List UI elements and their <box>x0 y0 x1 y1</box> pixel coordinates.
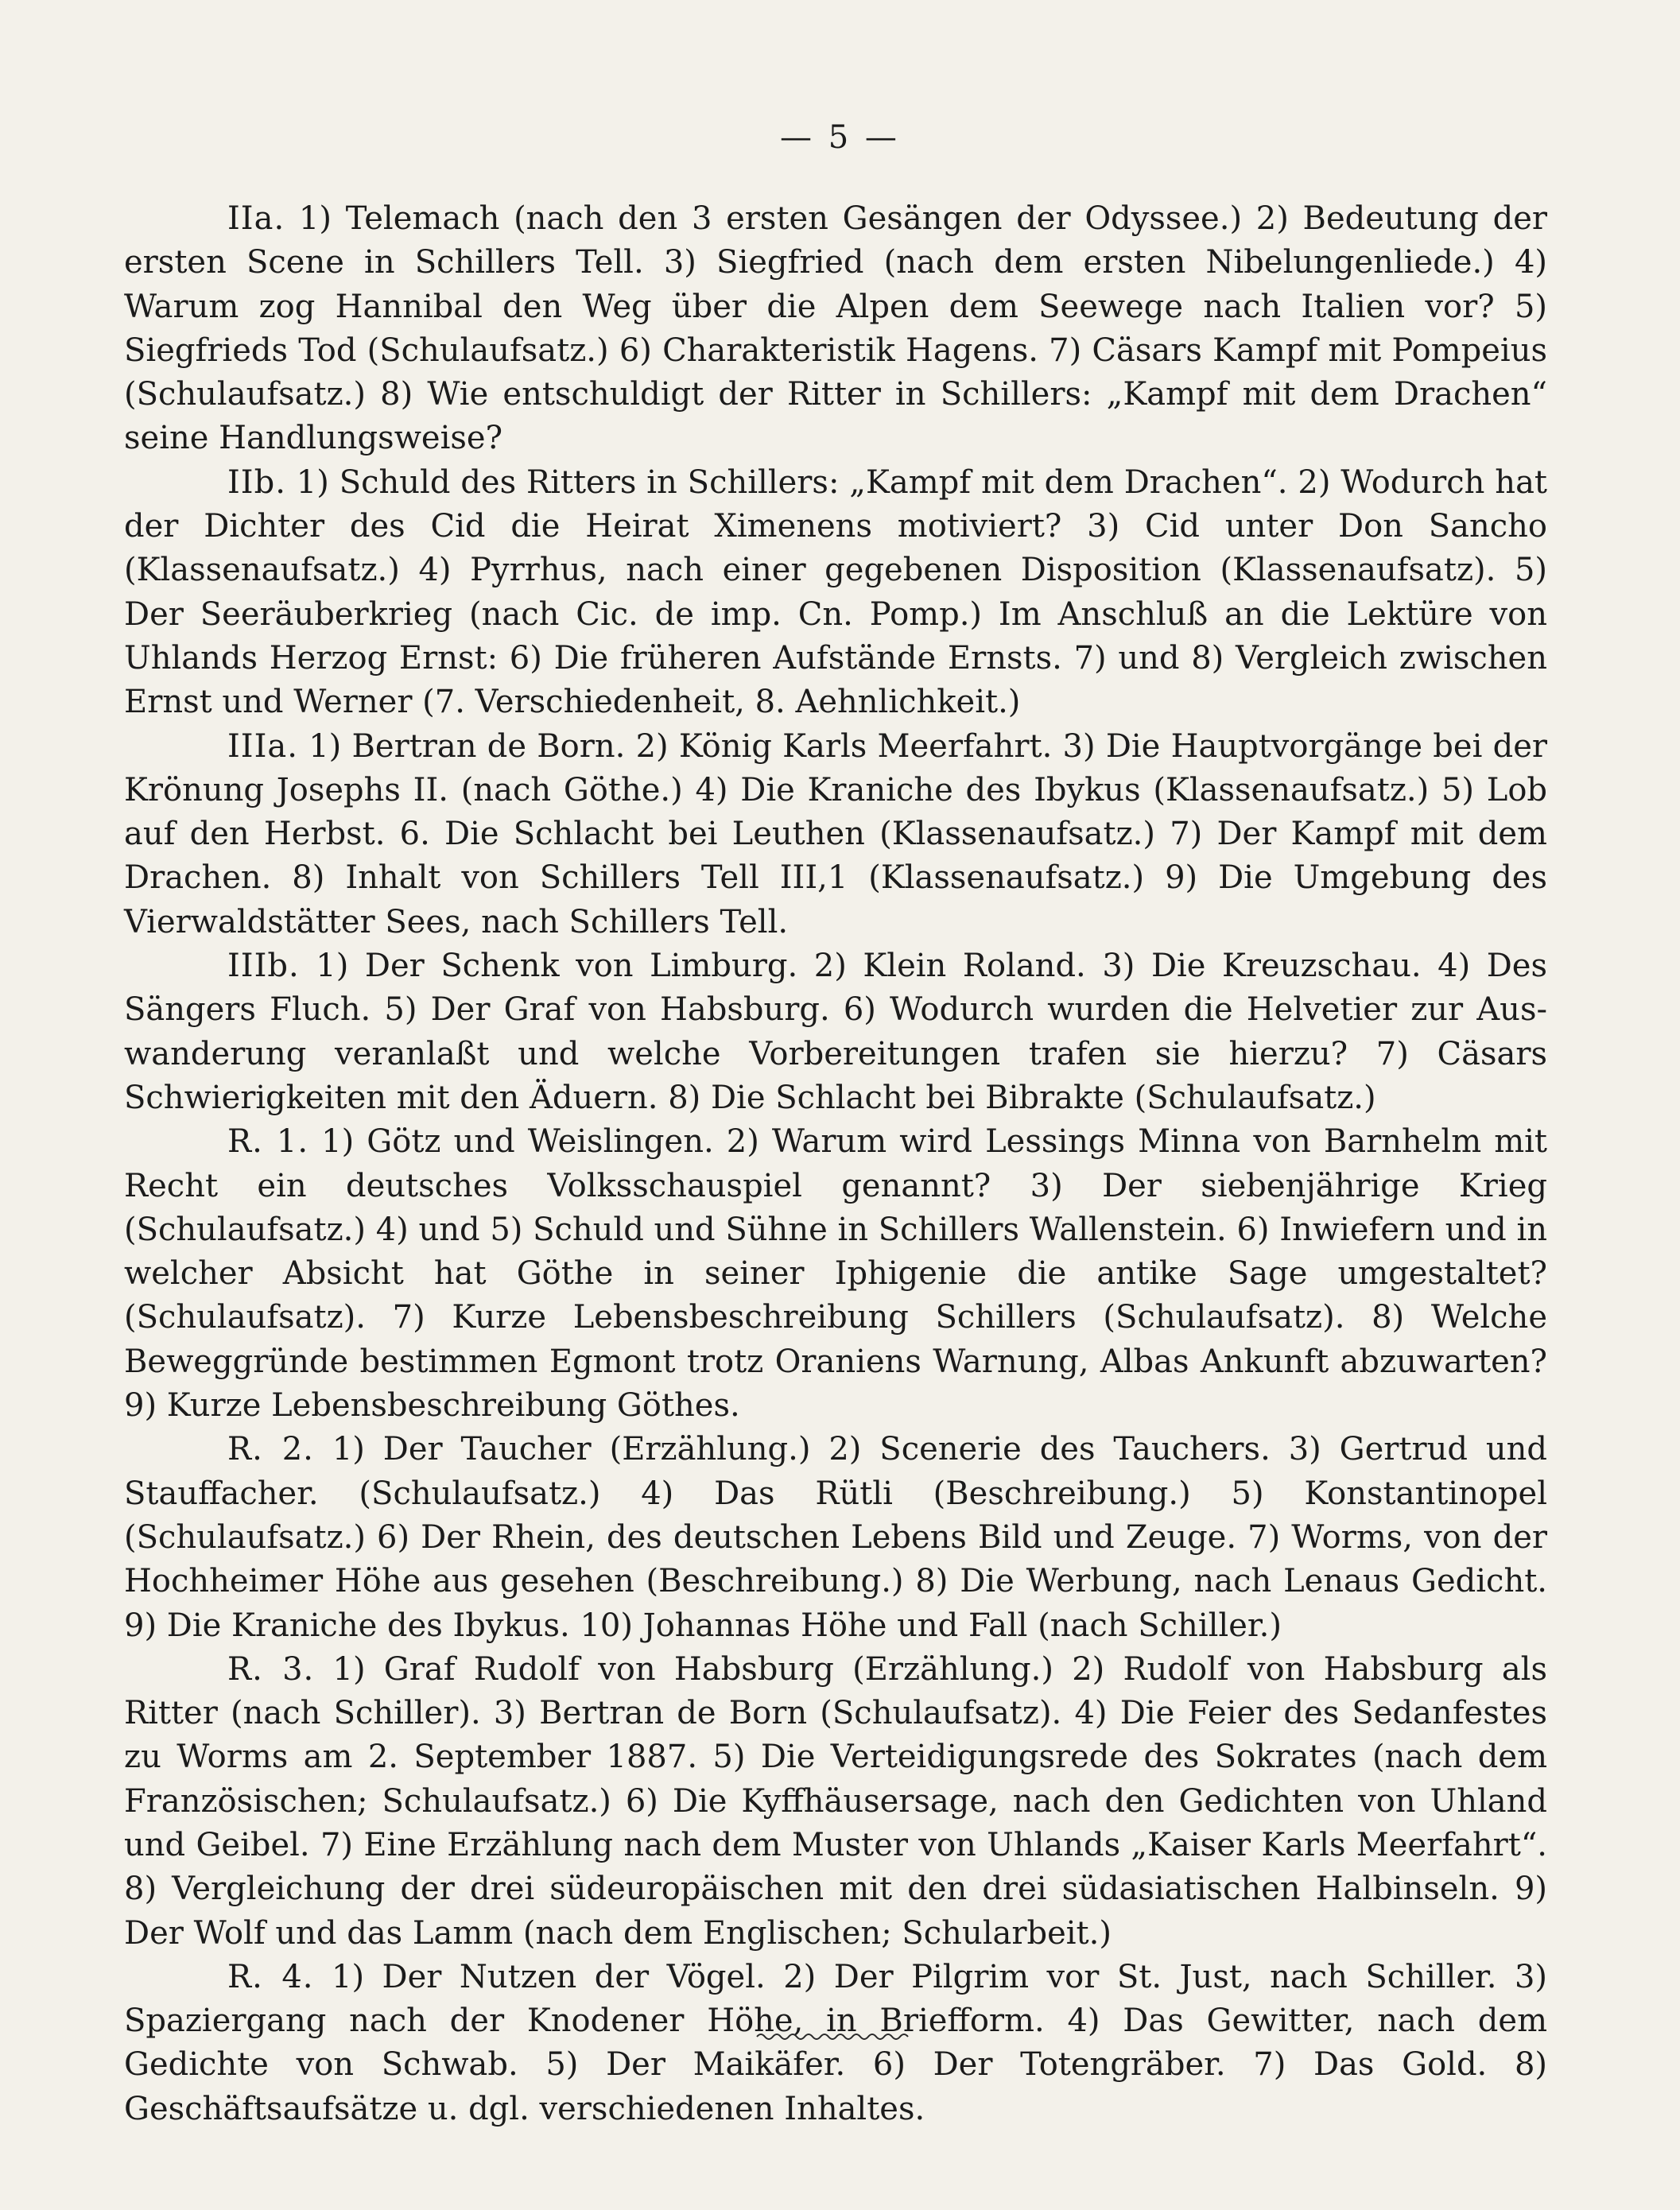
class-label: R. 1. <box>227 1123 309 1161</box>
section-text: 1) Der Schenk von Limburg. 2) Klein Roland. 3) Die Kreuzschau. 4) Des Sängers Fluch. 5) Der Graf von Habsburg. 6) Wodurch wurden die Helvetier zur Auswanderung veranlaßt und welche Vorbereitungen trafen sie hierzu? 7) Cäsars Schwierigkeiten mit den Äduern. 8) Die Schlacht bei Bibrakte (Schulaufsatz.) <box>124 948 1547 1116</box>
section-text: 1) Der Taucher (Erzählung.) 2) Scenerie des Tauchers. 3) Gertrud und Stauffacher. (Schulaufsatz.) 4) Das Rütli (Beschreibung.) 5) Konstantinopel (Schulaufsatz.) 6) Der Rhein, des deutschen Lebens Bild und Zeuge. 7) Worms, von der Hochheimer Höhe aus gesehen (Beschreibung.) 8) Die Werbung, nach Lenaus Gedicht. 9) Die Kraniche des Ibykus. 10) Johannas Höhe und Fall (nach Schiller.) <box>124 1431 1547 1644</box>
section-text: 1) Telemach (nach den 3 ersten Gesängen der Odyssee.) 2) Bedeutung der ersten Scene in Schillers Tell. 3) Siegfried (nach dem ersten Nibelungenliede.) 4) Warum zog Hannibal den Weg über die Alpen dem Seewege nach Italien vor? 5) Siegfrieds Tod (Schulaufsatz.) 6) Charakteristik Hagens. 7) Cäsars Kampf mit Pompeius (Schulaufsatz.) 8) Wie entschuldigt der Ritter in Schillers: „Kampf mit dem Drachen“ seine Handlungsweise? <box>124 200 1547 457</box>
section-text: 1) Graf Rudolf von Habsburg (Erzählung.) 2) Rudolf von Habsburg als Ritter (nach Schiller). 3) Bertran de Born (Schulaufsatz). 4) Die Feier des Sedanfestes zu Worms am 2. September 1887. 5) Die Verteidigungsrede des Sokrates (nach dem Französischen; Schulaufsatz.) 6) Die Kyffhäusersage, nach den Gedichten von Uhland und Geibel. 7) Eine Erzählung nach dem Muster von Uhlands „Kaiser Karls Meerfahrt“. 8) Vergleichung der drei südeuropäischen mit den drei südasiatischen Halbinseln. 9) Der Wolf und das Lamm (nach dem Englischen; Schularbeit.) <box>124 1650 1547 1952</box>
section-r1 <box>124 1120 1547 1428</box>
class-label: IIIa. <box>227 727 298 765</box>
section-text: 1) Der Nutzen der Vögel. 2) Der Pilgrim vor St. Just, nach Schiller. 3) Spaziergang nach der Knodener Höhe, in Briefform. 4) Das Gewitter, nach dem Gedichte von Schwab. 5) Der Maikäfer. 6) Der Totengräber. 7) Das Gold. 8) Geschäftsaufsätze u. dgl. verschiedenen Inhaltes. <box>124 1958 1547 2127</box>
section-iiib <box>124 944 1547 1120</box>
section-text: 1) Schuld des Ritters in Schillers: „Kampf mit dem Drachen“. 2) Wodurch hat der Dichter des Cid die Heirat Ximenens motiviert? 3) Cid unter Don Sancho (Klassenaufsatz.) 4) Pyrrhus, nach einer gegebenen Disposition (Klassenaufsatz). 5) Der Seeräuberkrieg (nach Cic. de imp. Cn. Pomp.) Im Anschluß an die Lektüre von Uhlands Herzog Ernst: 6) Die früheren Aufstände Ernsts. 7) und 8) Vergleich zwischen Ernst und Werner (7. Verschiedenheit, 8. Aehnlichkeit.) <box>124 463 1547 721</box>
section-text: 1) Götz und Weislingen. 2) Warum wird Lessings Minna von Barnhelm mit Recht ein deutsches Volksschauspiel genannt? 3) Der siebenjährige Krieg (Schulaufsatz.) 4) und 5) Schuld und Sühne in Schillers Wallenstein. 6) Inwiefern und in welcher Absicht hat Göthe in seiner Iphigenie die antike Sage umgestaltet? (Schulaufsatz). 7) Kurze Lebensbeschreibung Schillers (Schulaufsatz). 8) Welche Beweggründe bestimmen Egmont trotz Oraniens Warnung, Albas Ankunft abzuwarten? 9) Kurze Lebensbeschreibung Göthes. <box>124 1123 1547 1425</box>
class-label: R. 3. <box>227 1650 315 1688</box>
class-label: R. 4. <box>227 1958 314 1995</box>
section-iiia <box>124 725 1547 944</box>
class-label: IIIb. <box>227 948 300 985</box>
section-r3 <box>124 1648 1547 1956</box>
class-label: R. 2. <box>227 1431 314 1468</box>
section-iib <box>124 461 1547 725</box>
essay-topics-list <box>124 197 1547 2131</box>
class-label: IIa. <box>227 200 285 237</box>
end-ornament-wave <box>755 2029 914 2045</box>
class-label: IIb. <box>227 463 286 501</box>
section-r2 <box>124 1428 1547 1647</box>
section-iia <box>124 197 1547 461</box>
page-number: — 5 — <box>780 119 900 156</box>
section-text: 1) Bertran de Born. 2) König Karls Meerfahrt. 3) Die Hauptvorgänge bei der Krönung Josephs II. (nach Göthe.) 4) Die Kraniche des Ibykus (Klassenaufsatz.) 5) Lob auf den Herbst. 6. Die Schlacht bei Leuthen (Klassenaufsatz.) 7) Der Kampf mit dem Drachen. 8) Inhalt von Schillers Tell III,1 (Klassenaufsatz.) 9) Die Umgebung des Vierwaldstätter Sees, nach Schillers Tell. <box>124 727 1548 940</box>
